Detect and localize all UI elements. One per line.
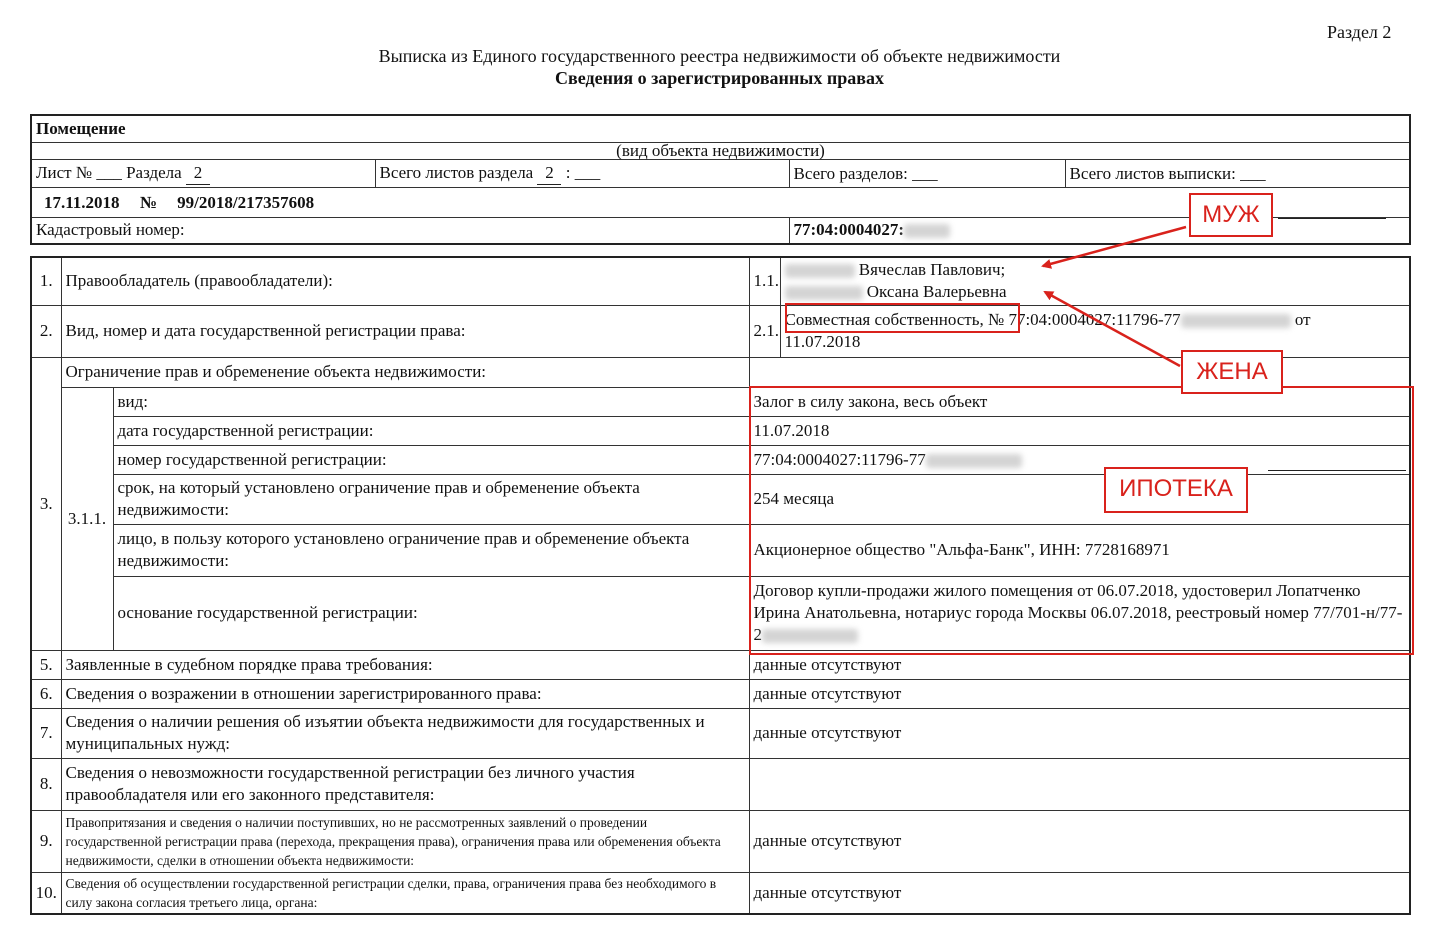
encumbrance-term-value: 254 месяца	[749, 474, 1410, 524]
total-sheets-label: Всего листов раздела	[379, 163, 534, 182]
encumbrance-label: Ограничение прав и обременение объекта недвижимости:	[61, 357, 749, 387]
row-number: 1.	[31, 257, 61, 305]
encumbrance-term-label: срок, на который установлено ограничение прав и обременение объекта недвижимости:	[113, 474, 749, 524]
encumbrance-basis-label: основание государственной регистрации:	[113, 576, 749, 650]
claims-label: Заявленные в судебном порядке права требования:	[61, 650, 749, 679]
object-kind-note: (вид объекта недвижимости)	[31, 143, 1410, 160]
total-sheets-value: 2	[537, 162, 561, 185]
encumbrance-beneficiary-label: лицо, в пользу которого установлено ограничение прав и обременение объекта недвижимости:	[113, 524, 749, 576]
sheet-label: Лист №	[36, 163, 93, 182]
sheet-blank: ___	[96, 163, 122, 182]
encumbrance-number-label: номер государственной регистрации:	[113, 445, 749, 474]
total-sections-cell: Всего разделов: ___	[789, 160, 1065, 188]
number-sign: №	[139, 192, 157, 212]
no-consent-value: данные отсутствуют	[749, 872, 1410, 914]
right-number: № 77:04:0004027:11796-77	[987, 310, 1181, 329]
row-number: 6.	[31, 679, 61, 708]
row-number: 8.	[31, 758, 61, 810]
row-number: 9.	[31, 810, 61, 872]
encumbrance-number-text: 77:04:0004027:11796-77	[753, 449, 926, 469]
objection-value: данные отсутствуют	[749, 679, 1410, 708]
right-number-suffix: от	[1294, 310, 1311, 329]
section-number: 2	[186, 162, 210, 185]
section-word: Раздела	[126, 163, 182, 182]
wife-arrow	[1045, 292, 1180, 366]
husband-arrow	[1043, 227, 1186, 266]
document-title: Выписка из Единого государственного реестра недвижимости об объекте недвижимости	[378, 46, 1061, 66]
total-sheets-suffix: : ___	[565, 163, 601, 182]
owner-1-name: Вячеслав Павлович;	[858, 260, 1006, 280]
personal-presence-label: Сведения о невозможности государственной регистрации без личного участия правообладателя или его законного представителя:	[61, 758, 749, 810]
section-label: Раздел 2	[1327, 22, 1392, 42]
object-kind: Помещение	[31, 115, 1410, 143]
seizure-value: данные отсутствуют	[749, 708, 1410, 758]
mortgage-annotation: ИПОТЕКА	[1104, 467, 1248, 513]
right-date: 11.07.2018	[784, 332, 861, 351]
encumbrance-basis-text: Договор купли-продажи жилого помещения от 06.07.2018, удостоверил Лопатченко Ирина Анатольевна, нотариус города Москвы 06.07.2018, реестровый номер 77/701-н/77-2	[753, 581, 1403, 644]
total-extract-sheets-cell: Всего листов выписки: ___	[1065, 160, 1410, 188]
claims-value: данные отсутствуют	[749, 650, 1410, 679]
row-number: 7.	[31, 708, 61, 758]
document-subtitle: Сведения о зарегистрированных правах	[555, 68, 884, 88]
right-registration-label: Вид, номер и дата государственной регистрации права:	[61, 305, 749, 357]
row-number: 3.	[31, 357, 61, 650]
objection-label: Сведения о возражении в отношении зарегистрированного права:	[61, 679, 749, 708]
right-registration-subnum: 2.1.	[749, 305, 780, 357]
no-consent-label: Сведения об осуществлении государственной регистрации сделки, права, ограничения права без необходимого в силу закона согласия третьего лица, органа:	[61, 872, 749, 914]
row-number: 5.	[31, 650, 61, 679]
cadastral-value: 77:04:0004027:	[793, 220, 904, 240]
seizure-label: Сведения о наличии решения об изъятии объекта недвижимости для государственных и муниципальных нужд:	[61, 708, 749, 758]
extract-number: 99/2018/217357608	[177, 192, 315, 212]
encumbrance-date-label: дата государственной регистрации:	[113, 416, 749, 445]
encumbrance-beneficiary-value: Акционерное общество "Альфа-Банк", ИНН: 7728168971	[749, 524, 1410, 576]
encumbrance-date-value: 11.07.2018	[749, 416, 1410, 445]
extract-date: 17.11.2018	[44, 192, 120, 212]
pending-claims-label: Правопритязания и сведения о наличии поступивших, но не рассмотренных заявлений о проведении государственной регистрации права (перехода, прекращения права), ограничения права или обременения объекта недвижимости, сделки в отношении объекта недвижимости:	[61, 810, 749, 872]
husband-annotation: МУЖ	[1189, 193, 1273, 237]
wife-annotation: ЖЕНА	[1181, 350, 1283, 394]
pending-claims-value: данные отсутствуют	[749, 810, 1410, 872]
owners-subnum: 1.1.	[749, 257, 780, 305]
owners-label: Правообладатель (правообладатели):	[61, 257, 749, 305]
encumbrance-kind-label: вид:	[113, 387, 749, 416]
row-number: 2.	[31, 305, 61, 357]
encumbrance-subnum: 3.1.1.	[61, 387, 113, 650]
row-number: 10.	[31, 872, 61, 914]
cadastral-label: Кадастровый номер:	[31, 218, 789, 244]
encumbrance-kind-value: Залог в силу закона, весь объект	[749, 387, 1410, 416]
owner-2-name: Оксана Валерьевна	[866, 282, 1007, 302]
right-kind: Совместная собственность,	[784, 310, 984, 329]
